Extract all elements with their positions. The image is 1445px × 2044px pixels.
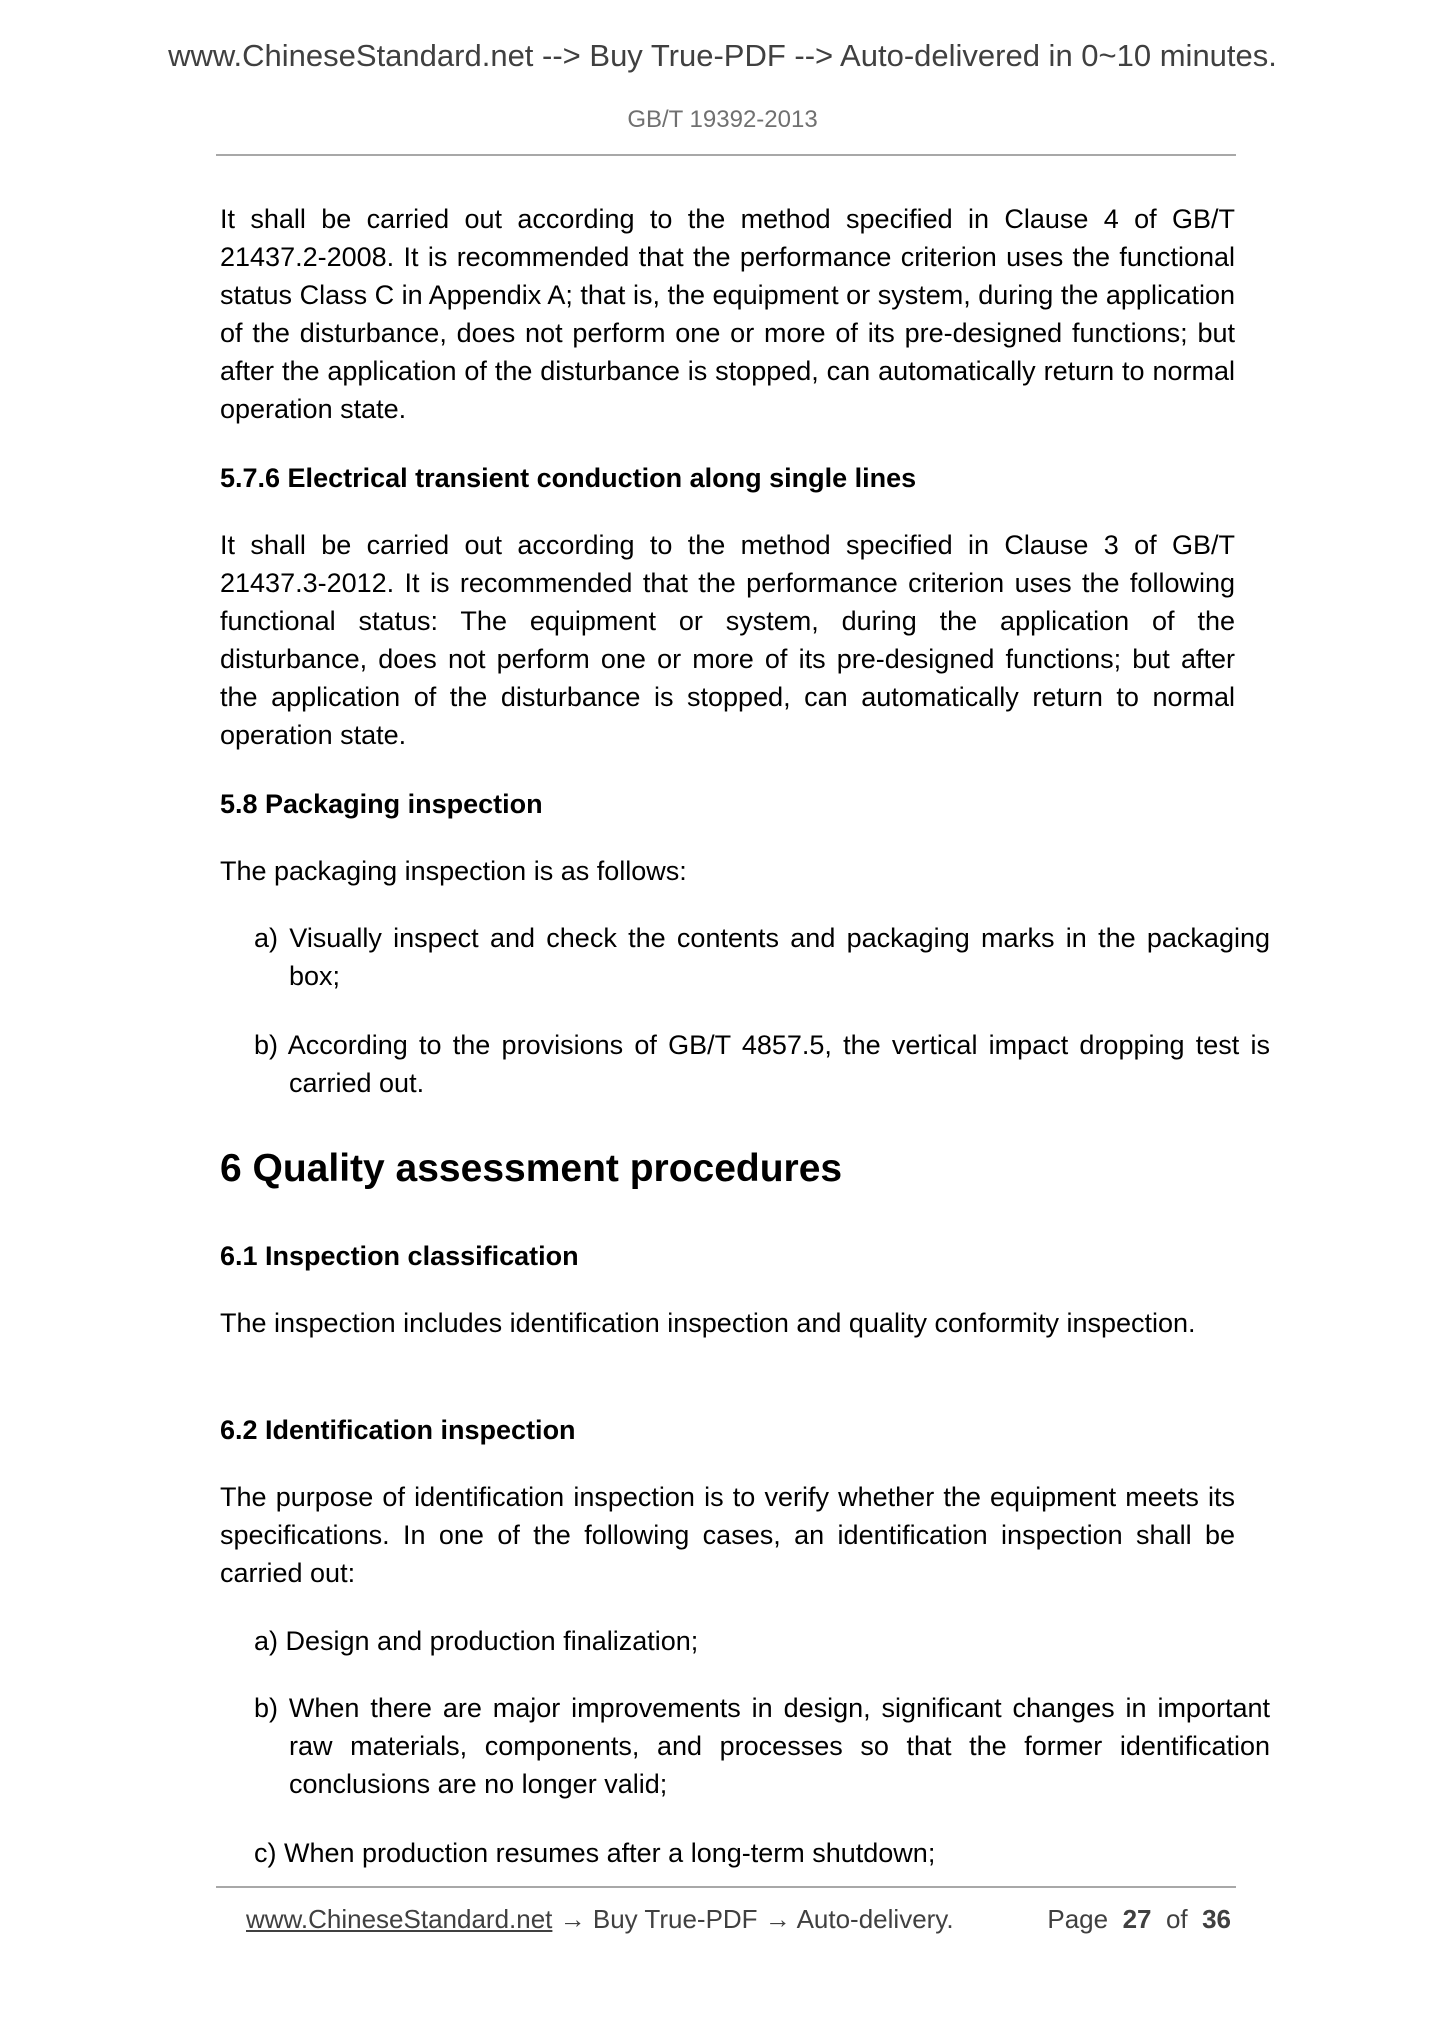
footer-text: → Buy True-PDF → Auto-delivery. (552, 1904, 954, 1934)
document-code: GB/T 19392-2013 (627, 106, 818, 133)
footer-link[interactable]: www.ChineseStandard.net (246, 1904, 553, 1934)
section-heading-6-1: 6.1 Inspection classification (220, 1241, 579, 1271)
page-number: 27 (1122, 1904, 1152, 1934)
paragraph: It shall be carried out according to the method specified in Clause 4 of GB/T 21437.2-2008. It is recommended that the performance criterion uses the functional status Class C in Appendix A; that is, the equipment or system, during the application of the disturbance, does not perform one or more of its pre-designed functions; but after the application of the disturbance is stopped, can automatically return to normal operation state. (220, 204, 1235, 424)
footer-promo (246, 1904, 954, 1935)
page-total: 36 (1202, 1904, 1231, 1934)
paragraph: The inspection includes identification inspection and quality conformity inspection. (220, 1308, 1196, 1338)
of-label: of (1165, 1904, 1188, 1934)
footer-divider (216, 1886, 1236, 1888)
paragraph: The purpose of identification inspection is to verify whether the equipment meets its specifications. In one of the following cases, an identification inspection shall be carried out: (220, 1482, 1235, 1588)
footer (246, 1904, 1231, 1935)
list-item: a) Visually inspect and check the contents and packaging marks in the packaging box; (254, 923, 1270, 991)
list-item: b) According to the provisions of GB/T 4857.5, the vertical impact dropping test is carried out. (254, 1030, 1270, 1098)
header-divider (216, 154, 1236, 156)
paragraph: It shall be carried out according to the method specified in Clause 3 of GB/T 21437.3-2012. It is recommended that the performance criterion uses the following functional status: The equipment or system, during the application of the disturbance, does not perform one or more of its pre-designed functions; but after the application of the disturbance is stopped, can automatically return to normal operation state. (220, 530, 1235, 750)
header-banner: www.ChineseStandard.net --> Buy True-PDF --> Auto-delivered in 0~10 minutes. (168, 38, 1277, 73)
list-item: a) Design and production finalization; (254, 1626, 699, 1656)
list-item: b) When there are major improvements in design, significant changes in important raw materials, components, and processes so that the former identification conclusions are no longer valid; (254, 1693, 1270, 1799)
page-label: Page (1047, 1904, 1109, 1934)
section-heading-6-2: 6.2 Identification inspection (220, 1415, 576, 1445)
chapter-heading-6: 6 Quality assessment procedures (220, 1147, 843, 1190)
list-item: c) When production resumes after a long-term shutdown; (254, 1838, 936, 1868)
paragraph: The packaging inspection is as follows: (220, 856, 687, 886)
section-heading-5-8: 5.8 Packaging inspection (220, 789, 543, 819)
section-heading-5-7-6: 5.7.6 Electrical transient conduction along single lines (220, 463, 917, 493)
page-indicator (1047, 1904, 1231, 1935)
